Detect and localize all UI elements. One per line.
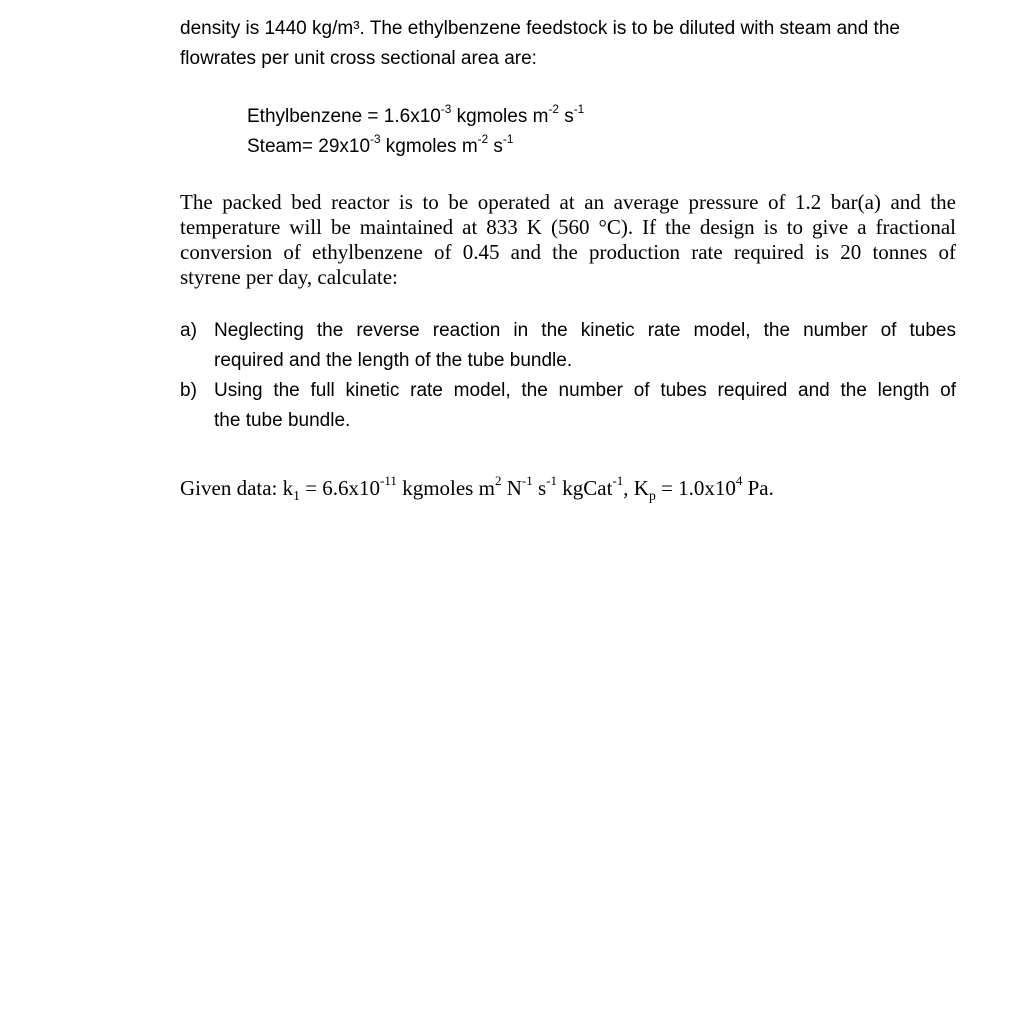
intro-text bbox=[180, 14, 956, 74]
task-text bbox=[214, 376, 956, 436]
paragraph-line-2: temperature will be maintained at 833 K (560 °C). If the design is to give a fractional bbox=[180, 215, 956, 239]
ethylbenzene-flowrate: Ethylbenzene = $1.6x10^{-3}$ kgmoles $m^{-2}$ $s^{-1}$ bbox=[247, 102, 585, 127]
reactor-description bbox=[180, 190, 956, 290]
paragraph-line-4: styrene per day, calculate: bbox=[180, 265, 398, 289]
task-text bbox=[214, 316, 956, 376]
task-item-b bbox=[180, 376, 956, 436]
document-page bbox=[180, 14, 956, 504]
task-marker: b) bbox=[180, 380, 197, 401]
task-marker: a) bbox=[180, 320, 197, 341]
task-list bbox=[180, 316, 956, 436]
paragraph-line-3: conversion of ethylbenzene of 0.45 and the production rate required is 20 tonnes of bbox=[180, 240, 956, 264]
intro-line-2: flowrates per unit cross sectional area are: bbox=[180, 48, 537, 69]
task-line: Neglecting the reverse reaction in the kinetic rate model, the number of tubes bbox=[214, 320, 956, 341]
steam-flowrate: Steam= $29x10^{-3}$ kgmoles $m^{-2}$ $s^{-1}$ bbox=[247, 132, 514, 157]
given-data: Given data: $k_1 = 6.6x10^{-11}$ kgmoles $m^2$ $N^{-1}$ $s^{-1}$ kgCat$^{-1}$, $K_p = 1.0x10^4$ Pa. bbox=[180, 473, 774, 504]
task-item-a bbox=[180, 316, 956, 376]
task-line: Using the full kinetic rate model, the number of tubes required and the length of bbox=[214, 380, 956, 401]
task-line: required and the length of the tube bundle. bbox=[214, 350, 573, 371]
flowrates-block bbox=[180, 102, 584, 162]
intro-line-1: density is 1440 kg/m³. The ethylbenzene feedstock is to be diluted with steam and the bbox=[180, 18, 900, 39]
paragraph-line-1: The packed bed reactor is to be operated at an average pressure of 1.2 bar(a) and the bbox=[180, 190, 956, 214]
task-line: the tube bundle. bbox=[214, 410, 351, 431]
